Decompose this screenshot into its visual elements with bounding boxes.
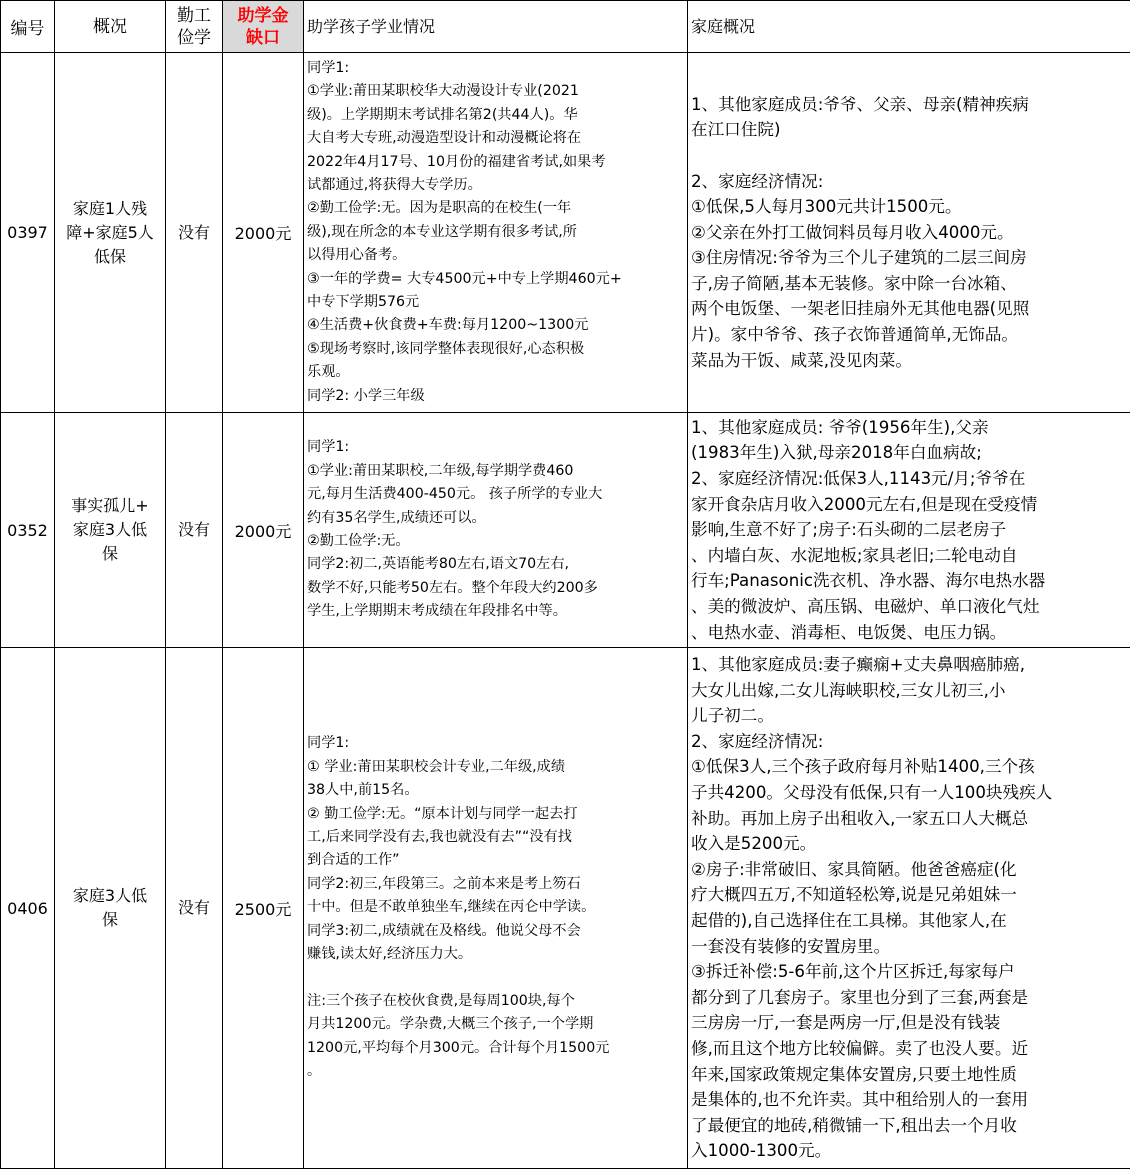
family-line: 、美的微波炉、高压锅、电磁炉、单口液化气灶 [691, 594, 1127, 620]
family-line: 儿子初二。 [691, 703, 1127, 729]
family-line: 子,房子简陋,基本无装修。家中除一台冰箱、 [691, 271, 1127, 297]
academic-line: 。 [307, 1060, 684, 1083]
family-line: 修,而且这个地方比较偏僻。卖了也没人要。近 [691, 1036, 1127, 1062]
family-line: 、内墙白灰、水泥地板;家具老旧;二轮电动自 [691, 543, 1127, 569]
case-academic [304, 413, 688, 648]
header-family: 家庭概况 [688, 1, 1130, 53]
family-line: 1、其他家庭成员:爷爷、父亲、母亲(精神疾病 [691, 92, 1127, 118]
academic-line: 月共1200元。学杂费,大概三个孩子,一个学期 [307, 1013, 684, 1036]
academic-line: 试都通过,将获得大专学历。 [307, 174, 684, 197]
family-line: 片)。家中爷爷、孩子衣饰普通简单,无饰品。 [691, 322, 1127, 348]
family-line: ②父亲在外打工做饲料员每月收入4000元。 [691, 220, 1127, 246]
family-line: ①低保3人,三个孩子政府每月补贴1400,三个孩 [691, 754, 1127, 780]
header-work-study [166, 1, 223, 53]
academic-line: 38人中,前15名。 [307, 779, 684, 802]
academic-line: ④生活费+伙食费+车费:每月1200~1300元 [307, 314, 684, 337]
header-overview: 概况 [55, 1, 166, 53]
family-line: 疗大概四五万,不知道轻松筹,说是兄弟姐妹一 [691, 882, 1127, 908]
academic-line: 2022年4月17号、10月份的福建省考试,如果考 [307, 151, 684, 174]
family-line: (1983年生)入狱,母亲2018年白血病故; [691, 440, 1127, 466]
header-row [1, 1, 1130, 53]
overview-line: 事实孤儿+ [58, 494, 162, 518]
academic-line: ① 学业:莆田某职校会计专业,二年级,成绩 [307, 756, 684, 779]
table-row [1, 53, 1130, 413]
academic-line: 十中。但是不敢单独坐车,继续在丙仑中学读。 [307, 896, 684, 919]
academic-line [307, 967, 684, 990]
family-line: 、电热水壶、消毒柜、电饭煲、电压力锅。 [691, 620, 1127, 646]
academic-line: ①学业:莆田某职校华大动漫设计专业(2021 [307, 80, 684, 103]
academic-line: 同学2:初二,英语能考80左右,语文70左右, [307, 553, 684, 576]
family-line: 2、家庭经济情况: [691, 169, 1127, 195]
case-overview [55, 53, 166, 413]
overview-line: 障+家庭5人 [58, 221, 162, 245]
case-id: 0397 [1, 53, 55, 413]
case-id: 0352 [1, 413, 55, 648]
overview-line: 保 [58, 908, 162, 932]
table-row [1, 413, 1130, 648]
header-work-study-line-2: 俭学 [169, 27, 219, 49]
case-family [688, 53, 1130, 413]
academic-line: 中专下学期576元 [307, 291, 684, 314]
family-line: 补助。再加上房子出租收入,一家五口人大概总 [691, 806, 1127, 832]
header-aid-gap [223, 1, 304, 53]
family-line: 收入是5200元。 [691, 831, 1127, 857]
overview-line: 低保 [58, 245, 162, 269]
academic-line: ⑤现场考察时,该同学整体表现很好,心态积极 [307, 338, 684, 361]
header-work-study-line-1: 勤工 [169, 5, 219, 27]
family-line: 三房房一厅,一套是两房一厅,但是没有钱装 [691, 1010, 1127, 1036]
case-overview [55, 413, 166, 648]
case-aid-gap: 2000元 [223, 53, 304, 413]
family-line: 影响,生意不好了;房子:石头砌的二层老房子 [691, 517, 1127, 543]
case-aid-gap: 2500元 [223, 648, 304, 1169]
family-line: 1、其他家庭成员:妻子癫痫+丈夫鼻咽癌肺癌, [691, 652, 1127, 678]
family-line: 大女儿出嫁,二女儿海峡职校,三女儿初三,小 [691, 678, 1127, 704]
overview-line: 家庭1人残 [58, 197, 162, 221]
family-line: ②房子:非常破旧、家具简陋。他爸爸癌症(化 [691, 857, 1127, 883]
case-work-study: 没有 [166, 53, 223, 413]
family-line: 2、家庭经济情况:低保3人,1143元/月;爷爷在 [691, 466, 1127, 492]
family-line: 2、家庭经济情况: [691, 729, 1127, 755]
academic-line: 大自考大专班,动漫造型设计和动漫概论将在 [307, 127, 684, 150]
family-line: ③拆迁补偿:5-6年前,这个片区拆迁,每家每户 [691, 959, 1127, 985]
family-line: 1、其他家庭成员: 爷爷(1956年生),父亲 [691, 415, 1127, 441]
academic-line: 级)。上学期期末考试排名第2(共44人)。华 [307, 104, 684, 127]
header-gap-line-2: 缺口 [226, 27, 300, 49]
family-line: 都分到了几套房子。家里也分到了三套,两套是 [691, 985, 1127, 1011]
academic-line: ② 勤工俭学:无。“原本计划与同学一起去打 [307, 803, 684, 826]
academic-line: 数学不好,只能考50左右。整个年段大约200多 [307, 577, 684, 600]
case-family [688, 648, 1130, 1169]
academic-line: 元,每月生活费400-450元。 孩子所学的专业大 [307, 483, 684, 506]
overview-line: 家庭3人低 [58, 884, 162, 908]
case-work-study: 没有 [166, 648, 223, 1169]
family-line: 了最便宜的地砖,稍微铺一下,租出去一个月收 [691, 1113, 1127, 1139]
academic-line: 同学3:初二,成绩就在及格线。他说父母不会 [307, 920, 684, 943]
academic-line: 赚钱,读太好,经济压力大。 [307, 943, 684, 966]
table-row [1, 648, 1130, 1169]
family-line: 是集体的,也不允许卖。其中租给别人的一套用 [691, 1087, 1127, 1113]
academic-line: 同学1: [307, 436, 684, 459]
academic-line: 约有35名学生,成绩还可以。 [307, 507, 684, 530]
family-line: 子共4200。父母没有低保,只有一人100块残疾人 [691, 780, 1127, 806]
academic-line: 学生,上学期期末考成绩在年段排名中等。 [307, 600, 684, 623]
academic-line: 工,后来同学没有去,我也就没有去”“没有找 [307, 826, 684, 849]
case-overview [55, 648, 166, 1169]
family-line: ①低保,5人每月300元共计1500元。 [691, 194, 1127, 220]
academic-line: ②勤工俭学:无。 [307, 530, 684, 553]
academic-line: 到合适的工作” [307, 849, 684, 872]
family-line: 起借的),自己选择住在工具梯。其他家人,在 [691, 908, 1127, 934]
academic-line: 同学2:初三,年段第三。之前本来是考上笏石 [307, 873, 684, 896]
academic-line: 1200元,平均每个月300元。合计每个月1500元 [307, 1037, 684, 1060]
family-line: 行车;Panasonic洗衣机、净水器、海尔电热水器 [691, 568, 1127, 594]
overview-line: 保 [58, 542, 162, 566]
family-line: ③住房情况:爷爷为三个儿子建筑的二层三间房 [691, 245, 1127, 271]
academic-line: 同学2: 小学三年级 [307, 385, 684, 408]
header-id: 编号 [1, 1, 55, 53]
academic-line: 同学1: [307, 57, 684, 80]
family-line: 在江口住院) [691, 117, 1127, 143]
case-family [688, 413, 1130, 648]
academic-line: 同学1: [307, 732, 684, 755]
family-line: 菜品为干饭、咸菜,没见肉菜。 [691, 348, 1127, 374]
case-id: 0406 [1, 648, 55, 1169]
family-line: 一套没有装修的安置房里。 [691, 934, 1127, 960]
case-academic [304, 648, 688, 1169]
academic-line: 以得用心备考。 [307, 244, 684, 267]
academic-line: ①学业:莆田某职校,二年级,每学期学费460 [307, 460, 684, 483]
family-line: 年来,国家政策规定集体安置房,只要土地性质 [691, 1062, 1127, 1088]
family-line: 家开食杂店月收入2000元左右,但是现在受疫情 [691, 492, 1127, 518]
academic-line: ②勤工俭学:无。因为是职高的在校生(一年 [307, 197, 684, 220]
academic-line: 级),现在所念的本专业这学期有很多考试,所 [307, 221, 684, 244]
academic-line: ③一年的学费= 大专4500元+中专上学期460元+ [307, 268, 684, 291]
family-line: 入1000-1300元。 [691, 1138, 1127, 1164]
family-line [691, 143, 1127, 169]
header-academic: 助学孩子学业情况 [304, 1, 688, 53]
header-gap-line-1: 助学金 [226, 5, 300, 27]
academic-line: 乐观。 [307, 361, 684, 384]
overview-line: 家庭3人低 [58, 518, 162, 542]
case-aid-gap: 2000元 [223, 413, 304, 648]
case-work-study: 没有 [166, 413, 223, 648]
family-line: 两个电饭堡、一架老旧挂扇外无其他电器(见照 [691, 296, 1127, 322]
case-academic [304, 53, 688, 413]
academic-line: 注:三个孩子在校伙食费,是每周100块,每个 [307, 990, 684, 1013]
